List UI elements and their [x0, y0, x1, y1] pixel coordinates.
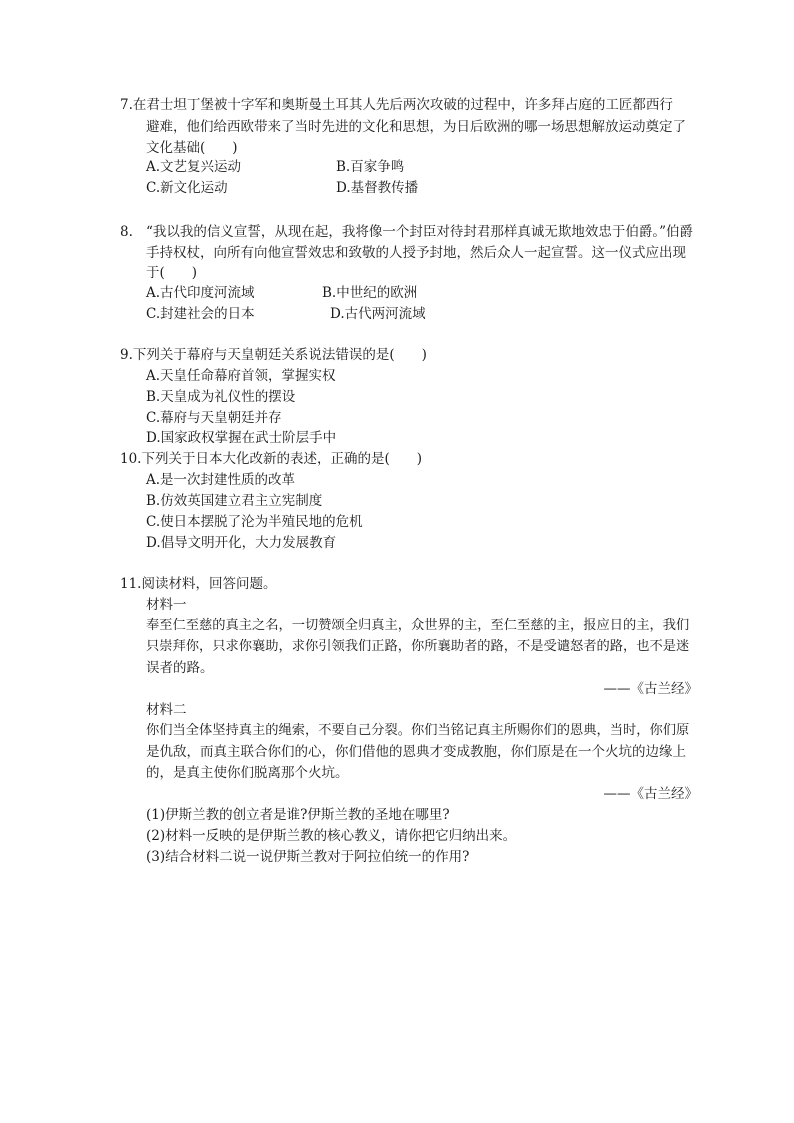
q10-option-b: B.仿效英国建立君主立宪制度: [146, 493, 323, 509]
q11-material-2-line-2: 是仇敌，而真主联合你们的心，你们借他的恩典才变成教胞，你们原是在一个火坑的边缘上: [146, 744, 686, 760]
q9-option-c: C.幕府与天皇朝廷并存: [146, 410, 282, 426]
q11-material-1-source: ——《古兰经》: [603, 681, 698, 697]
q7-stem-line-1: 7.在君士坦丁堡被十字军和奥斯曼土耳其人先后两次攻破的过程中，许多拜占庭的工匠都西行: [120, 97, 673, 113]
q9-option-b: B.天皇成为礼仪性的摆设: [146, 389, 296, 405]
q10-option-a: A.是一次封建性质的改革: [146, 472, 296, 488]
q11-material-1-line-3: 误者的路。: [146, 660, 214, 676]
q11-material-2-line-3: 的，是真主使你们脱离那个火坑。: [146, 765, 349, 781]
q11-material-2-line-1: 你们当全体坚持真主的绳索，不要自己分裂。你们当铭记真主所赐你们的恩典，当时，你们原: [146, 723, 690, 738]
q7-option-b: B.百家争鸣: [336, 159, 405, 175]
q7-option-c: C.新文化运动: [146, 180, 228, 196]
q7-stem-line-3: 文化基础( ): [146, 140, 238, 156]
q11-subquestion-3: (3)结合材料二说一说伊斯兰教对于阿拉伯统一的作用?: [146, 849, 470, 865]
q7-option-a: A.文艺复兴运动: [146, 159, 242, 175]
q8-stem-line-3: 于( ): [146, 265, 198, 281]
q9-stem: 9.下列关于幕府与天皇朝廷关系说法错误的是( ): [120, 347, 427, 363]
q11-stem: 11.阅读材料，回答问题。: [120, 576, 277, 592]
q8-option-c: C.封建社会的日本: [146, 306, 255, 322]
q11-material-1-line-2: 只崇拜你，只求你襄助，求你引领我们正路，你所襄助者的路，不是受谴怒者的路，也不是迷: [146, 639, 690, 654]
q10-stem: 10.下列关于日本大化改新的表述，正确的是( ): [120, 451, 423, 467]
q9-option-d: D.国家政权掌握在武士阶层手中: [146, 430, 337, 446]
q10-option-c: C.使日本摆脱了沦为半殖民地的危机: [146, 514, 363, 530]
q8-option-b: B.中世纪的欧洲: [322, 285, 418, 301]
q11-subquestion-1: (1)伊斯兰教的创立者是谁?伊斯兰教的圣地在哪里?: [146, 807, 450, 823]
q10-option-d: D.倡导文明开化，大力发展教育: [146, 535, 337, 551]
q11-material-1-title: 材料一: [146, 597, 187, 613]
q11-subquestion-2: (2)材料一反映的是伊斯兰教的核心教义，请你把它归纳出来。: [146, 828, 517, 844]
q8-option-d: D.古代两河流域: [330, 306, 426, 322]
q8-stem-line-2: 手持权杖，向所有向他宣誓效忠和致敬的人授予封地，然后众人一起宣誓。这一仪式应出现: [146, 245, 686, 261]
q8-number: 8.: [120, 224, 133, 240]
q11-material-1-line-1: 奉至仁至慈的真主之名，一切赞颂全归真主，众世界的主，至仁至慈的主，报应日的主，我们: [146, 618, 690, 633]
q7-option-d: D.基督教传播: [336, 180, 419, 196]
q11-material-2-title: 材料二: [146, 702, 187, 718]
q9-option-a: A.天皇任命幕府首领，掌握实权: [146, 368, 336, 384]
q11-material-2-source: ——《古兰经》: [603, 786, 698, 802]
q8-option-a: A.古代印度河流域: [146, 285, 255, 301]
q7-stem-line-2: 避难，他们给西欧带来了当时先进的文化和思想，为日后欧洲的哪一场思想解放运动奠定了: [146, 119, 686, 135]
q8-stem-line-1: “我以我的信义宣誓，从现在起，我将像一个封臣对待封君那样真诚无欺地效忠于伯爵。”伯爵: [146, 224, 694, 240]
